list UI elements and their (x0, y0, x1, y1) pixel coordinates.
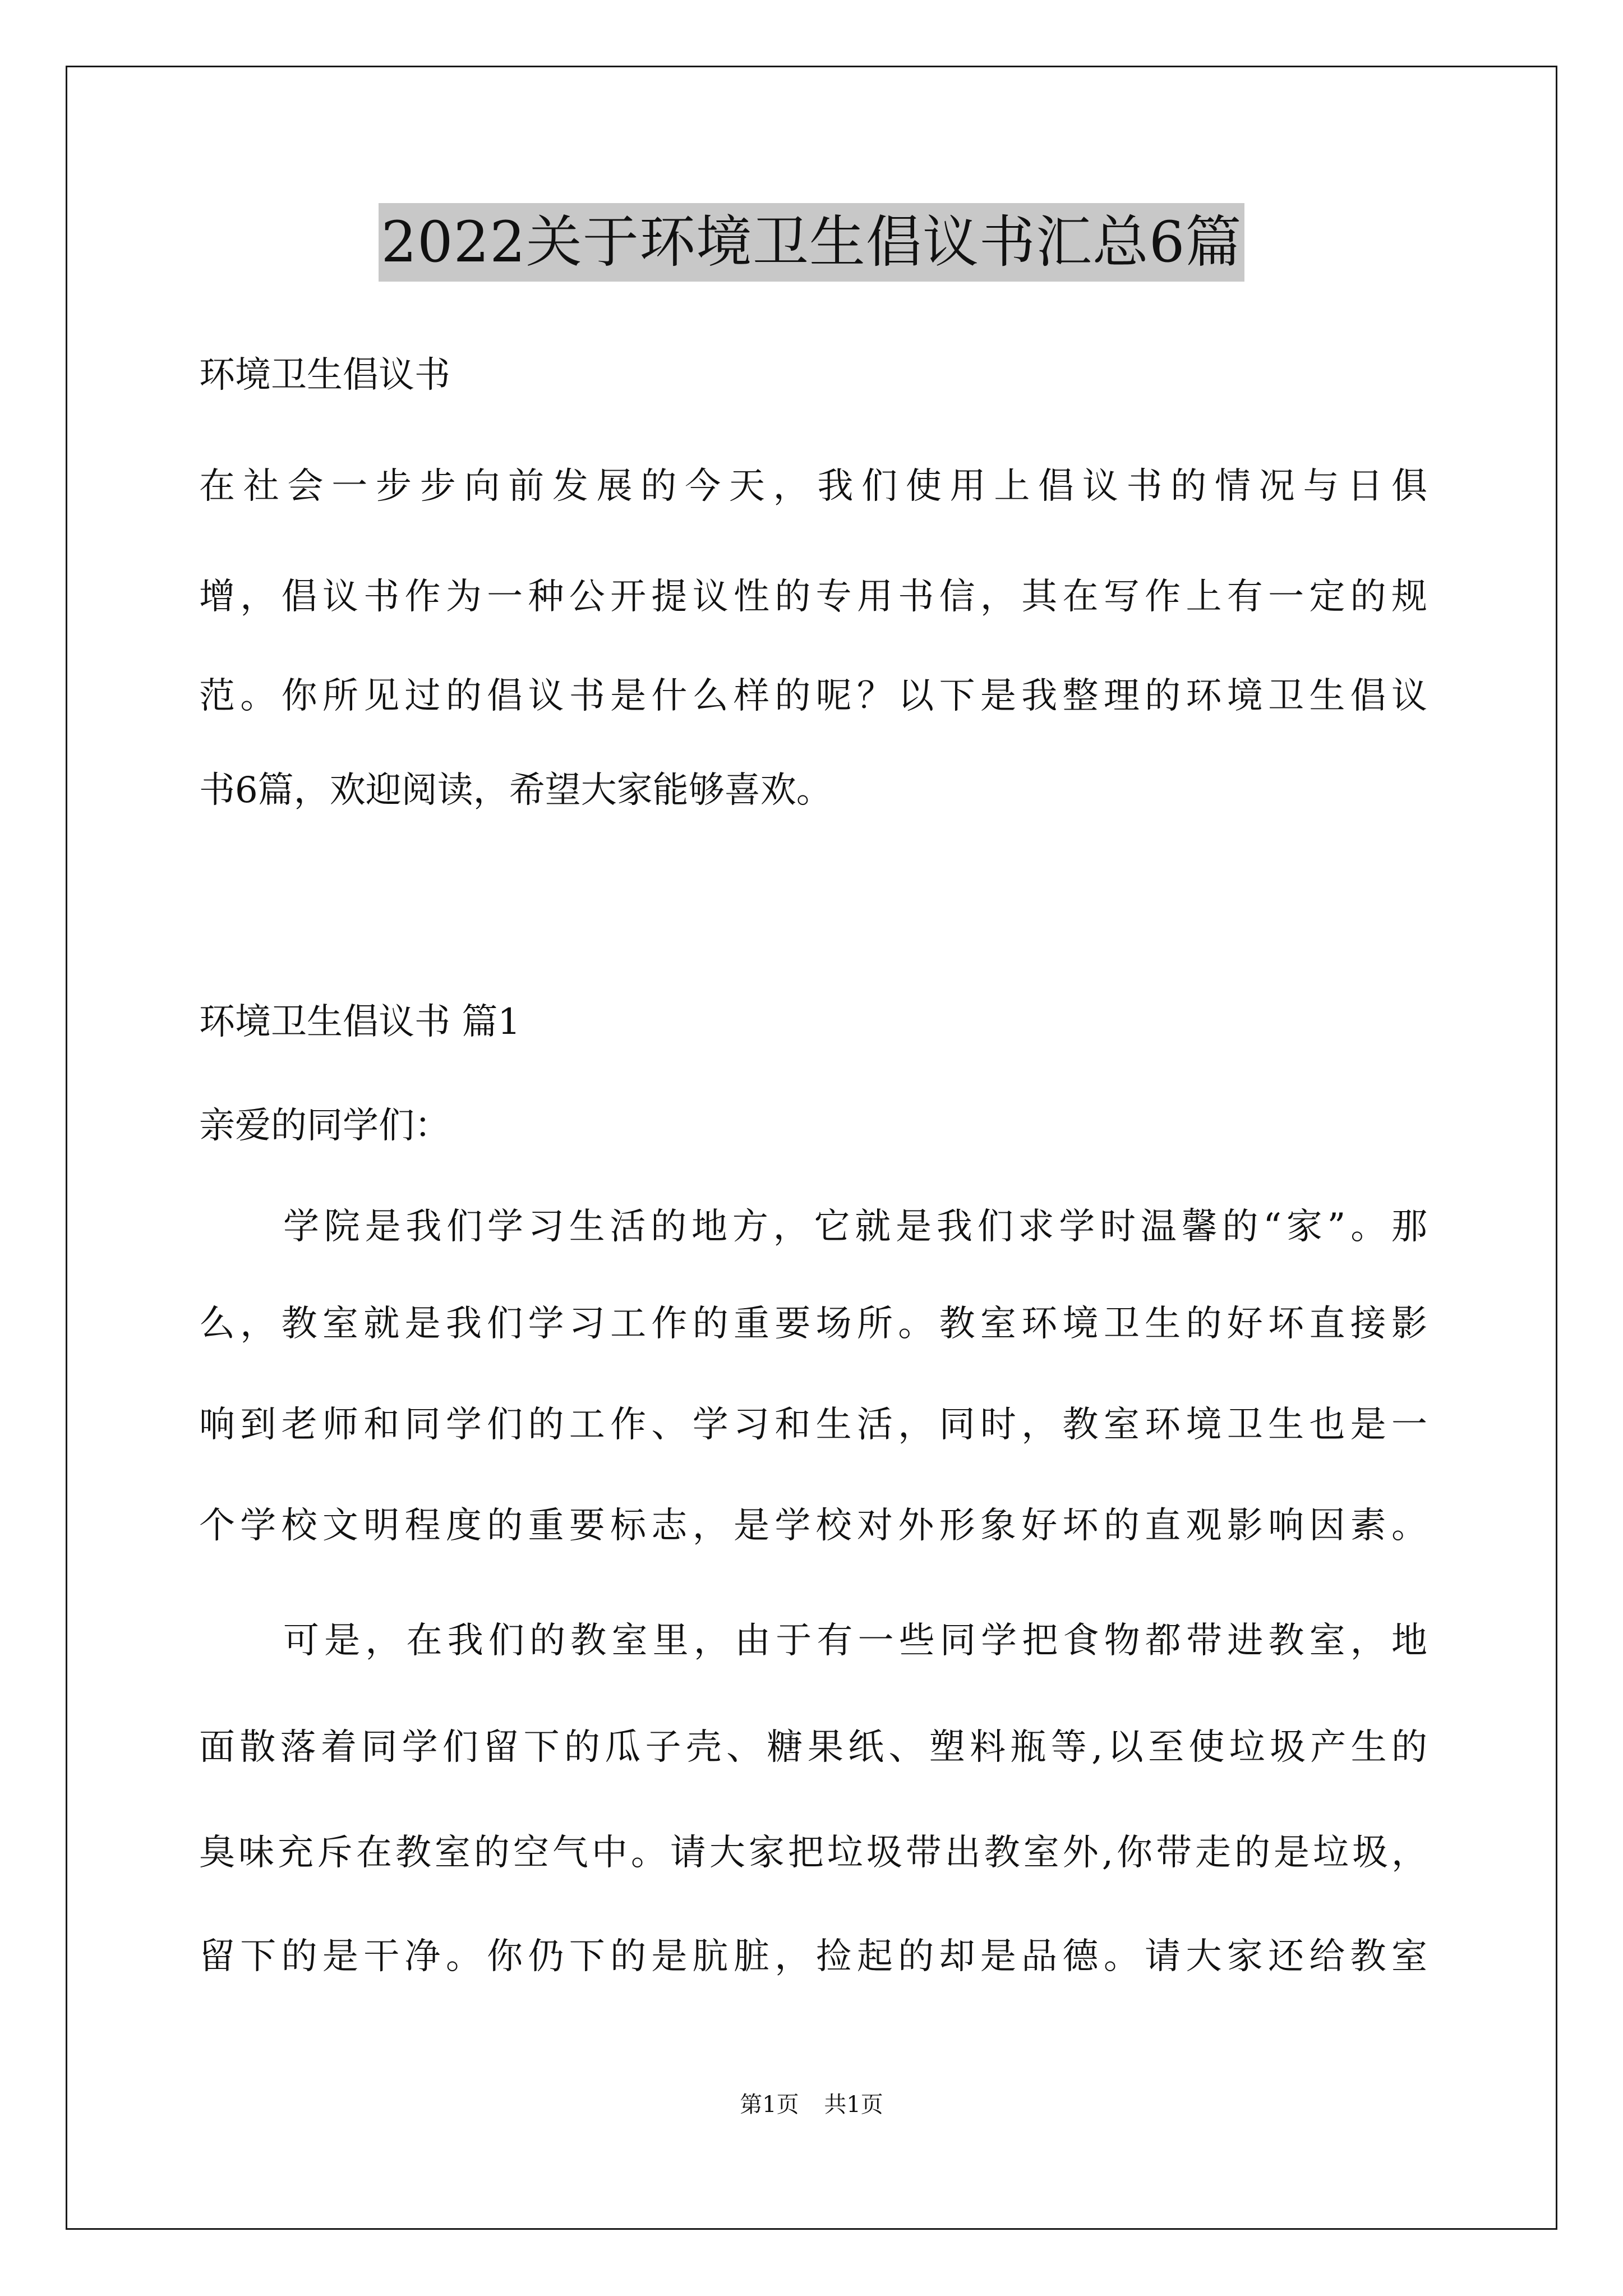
paragraph-line: 响到老师和同学们的工作、学习和生活，同时，教室环境卫生也是一 (199, 1404, 1427, 1446)
paragraph-line: 增，倡议书作为一种公开提议性的专用书信，其在写作上有一定的规 (199, 576, 1427, 618)
paragraph-line: 学院是我们学习生活的地方，它就是我们求学时温馨的“家”。那 (283, 1206, 1427, 1248)
title-container (0, 203, 1623, 282)
document-title: 2022关于环境卫生倡议书汇总6篇 (379, 203, 1244, 282)
page-footer (0, 2088, 1623, 2122)
page-total: 共1页 (824, 2092, 883, 2118)
salutation: 亲爱的同学们： (199, 1105, 450, 1147)
paragraph-line: 可是，在我们的教室里，由于有一些同学把食物都带进教室，地 (283, 1620, 1427, 1662)
section-heading: 环境卫生倡议书 篇1 (199, 1001, 521, 1043)
paragraph-line: 么，教室就是我们学习工作的重要场所。教室环境卫生的好坏直接影 (199, 1303, 1427, 1345)
paragraph-line: 面散落着同学们留下的瓜子壳、糖果纸、塑料瓶等,以至使垃圾产生的 (199, 1727, 1427, 1768)
paragraph-line: 范。你所见过的倡议书是什么样的呢？以下是我整理的环境卫生倡议 (199, 675, 1427, 717)
paragraph-line: 在社会一步步向前发展的今天，我们使用上倡议书的情况与日俱 (199, 466, 1427, 507)
section-heading: 环境卫生倡议书 (199, 355, 450, 396)
paragraph-line: 个学校文明程度的重要标志，是学校对外形象好坏的直观影响因素。 (199, 1505, 1427, 1547)
paragraph-line: 留下的是干净。你仍下的是肮脏，捡起的却是品德。请大家还给教室 (199, 1936, 1427, 1977)
page-number: 第1页 (740, 2092, 799, 2118)
paragraph-line: 书6篇，欢迎阅读，希望大家能够喜欢。 (199, 770, 832, 811)
paragraph-line: 臭味充斥在教室的空气中。请大家把垃圾带出教室外,你带走的是垃圾， (199, 1832, 1427, 1874)
